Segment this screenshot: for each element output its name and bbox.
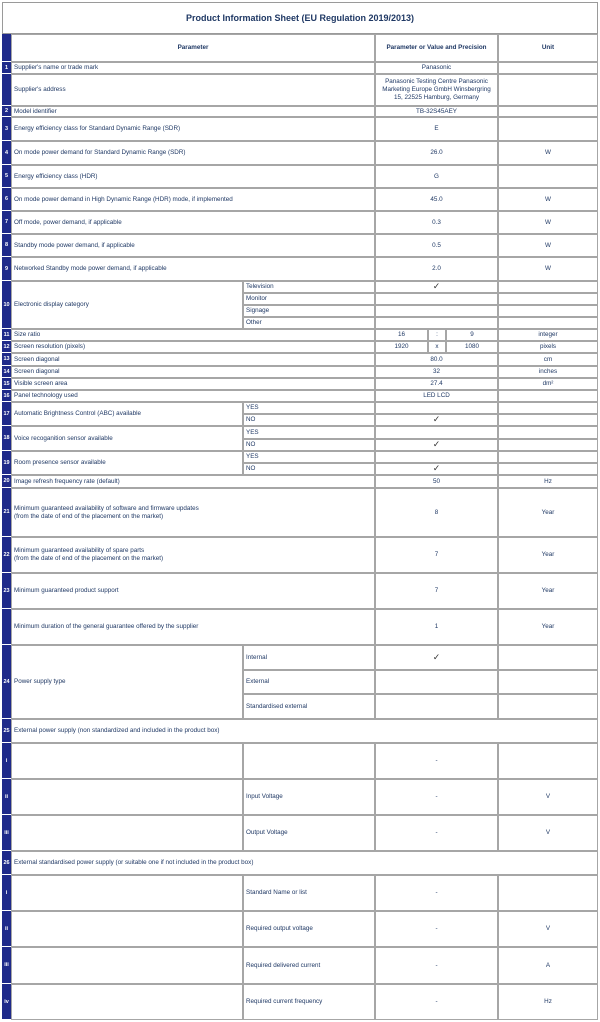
row-number: 23 (2, 573, 11, 609)
check-yes (375, 402, 498, 414)
param-external-power-supply: External power supply (non standardized and included in the product box) (11, 719, 598, 743)
value-b-r11: 9 (446, 329, 498, 341)
option-no: NO (243, 439, 375, 451)
unit-r23: Year (498, 573, 598, 609)
unit-r9: W (498, 257, 598, 281)
unit-no (498, 414, 598, 426)
unit-r12: pixels (498, 341, 598, 353)
row-number: 7 (2, 211, 11, 234)
sub-blank (11, 779, 243, 815)
unit-r14: inches (498, 366, 598, 378)
row-number: 8 (2, 234, 11, 257)
param-r13: Screen diagonal (11, 353, 375, 366)
row-number: 16 (2, 390, 11, 402)
value-supplier-address: Panasonic Testing Centre Panasonic Marketing Europe GmbH Winsbergring 15, 22525 Hamburg, Germany (375, 74, 498, 106)
row-number: i (2, 875, 11, 911)
option-yes: YES (243, 451, 375, 463)
sub-blank (11, 875, 243, 911)
value-rg: 1 (375, 609, 498, 645)
row-number: ii (2, 779, 11, 815)
param-r18: Voice recoganition sensor available (11, 426, 243, 451)
unit-r1 (498, 62, 598, 74)
param-r22: Minimum guaranteed availability of spare parts (from the date of end of the placement on the market) (11, 537, 375, 573)
value-sep-r12: x (428, 341, 446, 353)
param-r19: Room presence sensor available (11, 451, 243, 475)
unit-supplier-address (498, 74, 598, 106)
value-sep-r11: : (428, 329, 446, 341)
sub-value: - (375, 815, 498, 851)
param-r14: Screen diagonal (11, 366, 375, 378)
sub-label (243, 743, 375, 779)
param-r11: Size ratio (11, 329, 375, 341)
unit-rg: Year (498, 609, 598, 645)
param-power-supply-type: Power supply type (11, 645, 243, 719)
value-r8: 0.5 (375, 234, 498, 257)
sub-value: - (375, 984, 498, 1020)
unit-r2 (498, 106, 598, 117)
param-r7: Off mode, power demand, if applicable (11, 211, 375, 234)
display-category-option: Monitor (243, 293, 375, 305)
display-category-option: Signage (243, 305, 375, 317)
display-category-option: Other (243, 317, 375, 329)
value-b-r12: 1080 (446, 341, 498, 353)
row-number: 26 (2, 851, 11, 875)
sub-label: Output Voltage (243, 815, 375, 851)
sheet-title: Product Information Sheet (EU Regulation 2019/2013) (2, 2, 598, 34)
row-number (2, 609, 11, 645)
unit-r22: Year (498, 537, 598, 573)
check-no: ✓ (375, 463, 498, 475)
sub-value: - (375, 911, 498, 947)
row-number: 10 (2, 281, 11, 329)
value-r5: G (375, 165, 498, 188)
unit-r6: W (498, 188, 598, 211)
param-r6: On mode power demand in High Dynamic Range (HDR) mode, if implemented (11, 188, 375, 211)
option-yes: YES (243, 426, 375, 439)
unit-no (498, 463, 598, 475)
sub-blank (11, 815, 243, 851)
value-a-r12: 1920 (375, 341, 428, 353)
check-no: ✓ (375, 439, 498, 451)
sub-unit: A (498, 947, 598, 984)
header-parameter: Parameter (11, 34, 375, 62)
unit-r5 (498, 165, 598, 188)
row-number: 1 (2, 62, 11, 74)
row-number: 12 (2, 341, 11, 353)
row-number: 17 (2, 402, 11, 426)
sub-blank (11, 984, 243, 1020)
row-number: 14 (2, 366, 11, 378)
unit-r11: integer (498, 329, 598, 341)
row-number: iv (2, 984, 11, 1020)
sub-label: Required current frequency (243, 984, 375, 1020)
value-r4: 26.0 (375, 141, 498, 165)
unit-r15: dm² (498, 378, 598, 390)
param-r5: Energy efficiency class (HDR) (11, 165, 375, 188)
display-category-check (375, 293, 498, 305)
sub-unit: V (498, 815, 598, 851)
value-a-r11: 16 (375, 329, 428, 341)
row-number: iii (2, 947, 11, 984)
row-number: 25 (2, 719, 11, 743)
param-supplier-address: Supplier's address (11, 74, 375, 106)
unit-no (498, 439, 598, 451)
row-number: 3 (2, 117, 11, 141)
unit-r4: W (498, 141, 598, 165)
row-number: 24 (2, 645, 11, 719)
display-category-unit (498, 293, 598, 305)
unit-r3 (498, 117, 598, 141)
row-number (2, 34, 11, 62)
param-r12: Screen resolution (pixels) (11, 341, 375, 353)
row-number: 22 (2, 537, 11, 573)
header-unit: Unit (498, 34, 598, 62)
unit-r8: W (498, 234, 598, 257)
power-supply-check (375, 670, 498, 694)
param-display-category: Electronic display category (11, 281, 243, 329)
unit-yes (498, 426, 598, 439)
row-number: 9 (2, 257, 11, 281)
row-number: 18 (2, 426, 11, 451)
display-category-unit (498, 317, 598, 329)
display-category-unit (498, 281, 598, 293)
value-r13: 80.0 (375, 353, 498, 366)
unit-r16 (498, 390, 598, 402)
unit-r20: Hz (498, 475, 598, 488)
row-number: 2 (2, 106, 11, 117)
power-supply-option: Internal (243, 645, 375, 670)
option-yes: YES (243, 402, 375, 414)
param-r3: Energy efficiency class for Standard Dynamic Range (SDR) (11, 117, 375, 141)
row-number: ii (2, 911, 11, 947)
value-r7: 0.3 (375, 211, 498, 234)
sub-unit (498, 743, 598, 779)
display-category-check (375, 305, 498, 317)
param-r4: On mode power demand for Standard Dynamic Range (SDR) (11, 141, 375, 165)
check-yes (375, 426, 498, 439)
sub-blank (11, 911, 243, 947)
display-category-option: Television (243, 281, 375, 293)
row-number: 11 (2, 329, 11, 341)
value-r1: Panasonic (375, 62, 498, 74)
param-r8: Standby mode power demand, if applicable (11, 234, 375, 257)
param-r2: Model identifier (11, 106, 375, 117)
power-supply-check (375, 694, 498, 719)
param-r21: Minimum guaranteed availability of software and firmware updates (from the date of end of the placement on the market) (11, 488, 375, 537)
row-number: 20 (2, 475, 11, 488)
sub-blank (11, 743, 243, 779)
param-r9: Networked Standby mode power demand, if applicable (11, 257, 375, 281)
param-r23: Minimum guaranteed product support (11, 573, 375, 609)
row-number: 4 (2, 141, 11, 165)
row-number: 19 (2, 451, 11, 475)
row-number: 5 (2, 165, 11, 188)
row-number: i (2, 743, 11, 779)
value-r16: LED LCD (375, 390, 498, 402)
display-category-unit (498, 305, 598, 317)
header-value: Parameter or Value and Precision (375, 34, 498, 62)
param-r1: Supplier's name or trade mark (11, 62, 375, 74)
power-supply-unit (498, 670, 598, 694)
value-r15: 27.4 (375, 378, 498, 390)
check-yes (375, 451, 498, 463)
value-r14: 32 (375, 366, 498, 378)
sub-blank (11, 947, 243, 984)
sub-label: Required delivered current (243, 947, 375, 984)
sub-value: - (375, 743, 498, 779)
unit-r21: Year (498, 488, 598, 537)
param-r15: Visible screen area (11, 378, 375, 390)
option-no: NO (243, 463, 375, 475)
power-supply-option: Standardised external (243, 694, 375, 719)
unit-yes (498, 451, 598, 463)
value-r3: E (375, 117, 498, 141)
row-number: 6 (2, 188, 11, 211)
power-supply-option: External (243, 670, 375, 694)
param-r16: Panel technology used (11, 390, 375, 402)
param-external-standardised-power-supply: External standardised power supply (or suitable one if not included in the product box) (11, 851, 598, 875)
param-r20: Image refresh frequency rate (default) (11, 475, 375, 488)
param-rg: Minimum duration of the general guarantee offered by the supplier (11, 609, 375, 645)
row-number: 13 (2, 353, 11, 366)
row-number: iii (2, 815, 11, 851)
power-supply-check: ✓ (375, 645, 498, 670)
unit-yes (498, 402, 598, 414)
unit-r13: cm (498, 353, 598, 366)
power-supply-unit (498, 645, 598, 670)
row-number: 15 (2, 378, 11, 390)
sub-label: Required output voltage (243, 911, 375, 947)
sub-value: - (375, 875, 498, 911)
row-number: 21 (2, 488, 11, 537)
power-supply-unit (498, 694, 598, 719)
sub-label: Input Voltage (243, 779, 375, 815)
display-category-check (375, 317, 498, 329)
sub-value: - (375, 779, 498, 815)
value-r21: 8 (375, 488, 498, 537)
sub-unit: V (498, 911, 598, 947)
check-no: ✓ (375, 414, 498, 426)
sub-unit: V (498, 779, 598, 815)
value-r22: 7 (375, 537, 498, 573)
value-r20: 50 (375, 475, 498, 488)
value-r23: 7 (375, 573, 498, 609)
value-r6: 45.0 (375, 188, 498, 211)
param-r17: Automatic Brightness Control (ABC) available (11, 402, 243, 426)
option-no: NO (243, 414, 375, 426)
sub-label: Standard Name or list (243, 875, 375, 911)
unit-r7: W (498, 211, 598, 234)
value-r9: 2.0 (375, 257, 498, 281)
sub-unit (498, 875, 598, 911)
sub-unit: Hz (498, 984, 598, 1020)
row-number (2, 74, 11, 106)
sub-value: - (375, 947, 498, 984)
value-r2: TB-32S45AEY (375, 106, 498, 117)
display-category-check: ✓ (375, 281, 498, 293)
